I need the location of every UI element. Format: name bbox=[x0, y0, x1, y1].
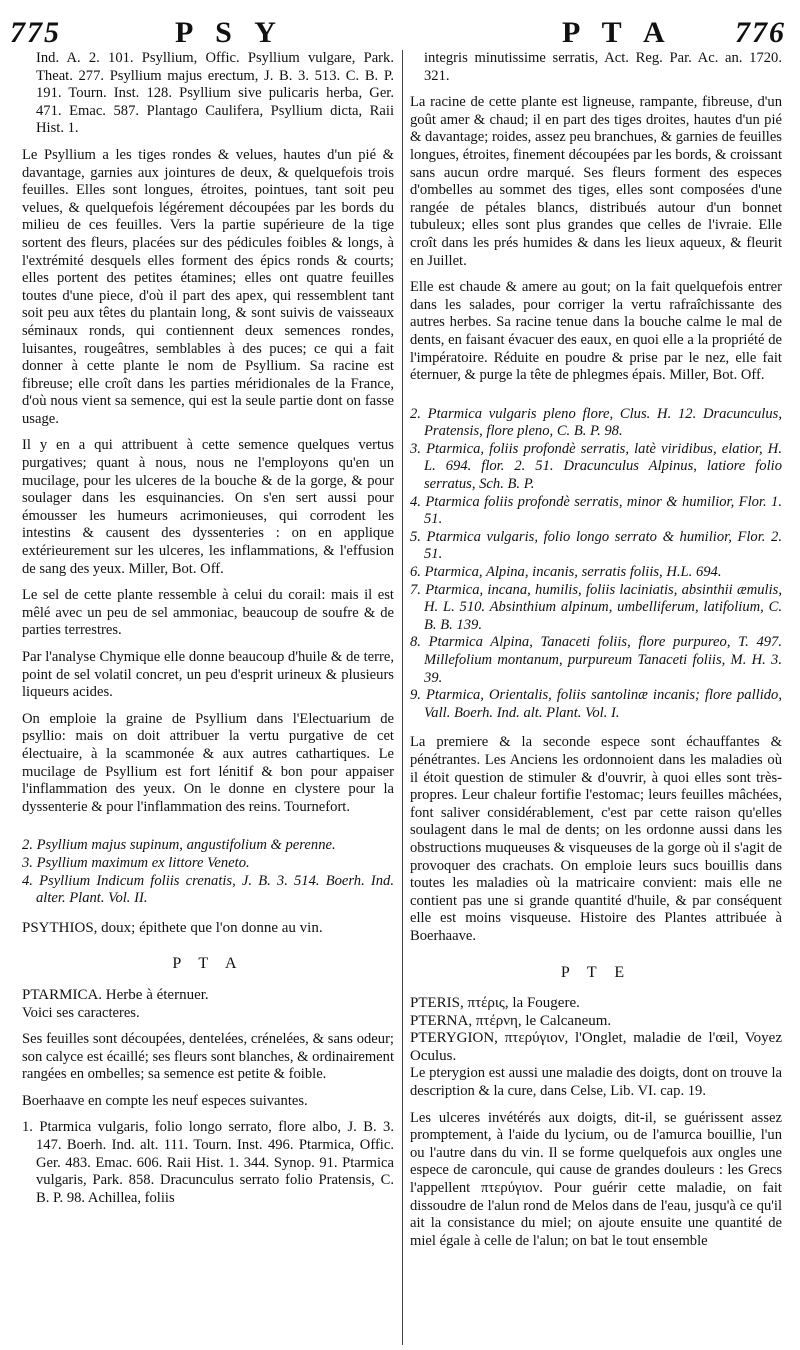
ptarmica-species-item: 8. Ptarmica Alpina, Tanaceti foliis, flore purpureo, T. 497. Millefolium montanum, purpureum Tanaceti foliis, M. H. 3. 39. bbox=[410, 634, 782, 686]
psyllium-species-item: 2. Psyllium majus supinum, angustifolium & perenne. bbox=[22, 837, 336, 854]
ptarmica-characters-intro: Voici ses caracteres. bbox=[22, 1004, 140, 1021]
psyllium-description: Le Psyllium a les tiges rondes & velues, hautes d'un pié & davantage, garnies aux jointures de deux, & quelquefois trois feuilles. Elles sont longues, étroites, pointues, tant soit peu velues, & quelquefois légérement découpées par les bords du milieu de ces feuilles. Vers la partie supérieure de la tige sortent des fleurs, placées sur des pédicules foibles & longs, à l'extrémité desquels elles forment des épics ronds & courts; elles portent des petites étamines; elles ont quatre feuilles toutes d'une piece, d'où il part des apex, qui ressemblent tant soit peu aux têtes du plantain long, & sont suivis de vaisseaux séminaux ronds, qui contiennent deux semences rondes, luisantes, rougeâtres, semblables à des puces; ce qui a fait donner à cette plante le nom de Psyllium. Sa racine est fibreuse; elle croît dans les parties méridionales de la France, d'où nous vient sa semence, qui est la seule partie dont on fasse usage. bbox=[22, 146, 394, 427]
psyllium-references: Ind. A. 2. 101. Psyllium, Offic. Psyllium vulgare, Park. Theat. 277. Psyllium majus erectum, J. B. 3. 513. C. B. P. 191. Tourn. Inst. 128. Psyllium sive pulicaris herba, Ger. 471. Emac. 587. Plantago Caulifera, Psyllium dicta, Raii Hist. 1. bbox=[36, 50, 394, 137]
ptarmica-species-intro: Boerhaave en compte les neuf especes suivantes. bbox=[22, 1092, 308, 1109]
ptarmica-species-item: 4. Ptarmica foliis profondè serratis, minor & humilior, Flor. 1. 51. bbox=[410, 493, 782, 528]
left-column bbox=[22, 50, 394, 1207]
psyllium-analysis: Par l'analyse Chymique elle donne beaucoup d'huile & de terre, point de sel volatil concret, un peu d'esprit urineux & plusieurs liqueurs acides. bbox=[22, 649, 394, 701]
ptarmica-properties: Elle est chaude & amere au gout; on la fait quelquefois entrer dans les salades, pour corriger la vertu rafraîchissante des autres herbes. Sa racine tenue dans la bouche calme le mal de dents, en faisant évacuer des eaux, en quoi elle a la propriété de l'impératoire. Réduite en poudre & prise par le nez, elle fait éternuer, & purge la tête de phlegmes épais. Miller, Bot. Off. bbox=[410, 279, 782, 384]
section-heading-pta: P T A bbox=[172, 955, 244, 973]
section-heading-pte: P T E bbox=[560, 963, 632, 981]
page-number-left: 775 bbox=[10, 16, 61, 49]
ptarmica-species-item: 6. Ptarmica, Alpina, incanis, serratis foliis, H.L. 694. bbox=[410, 564, 722, 581]
ptarmica-species-item: 5. Ptarmica vulgaris, folio longo serrato & humilior, Flor. 2. 51. bbox=[410, 528, 782, 563]
psyllium-species-item: 4. Psyllium Indicum foliis crenatis, J. B. 3. 514. Boerh. Ind. alter. Plant. Vol. II. bbox=[22, 872, 394, 907]
pterygion-ulcers: Les ulceres invétérés aux doigts, dit-il, se guérissent assez promptement, à l'aide du lycium, ou de l'amurca bouillie, l'un ou l'autre dans du vin. Il se forme quelquefois aux ongles une espece de caroncule, qui cause de grandes douleurs : les Grecs l'appellent πτερύγιον. Pour guérir cette maladie, on fait dissoudre de l'alun rond de Melos dans de l'eau, jusqu'à ce qu'il ait la consistance du miel; on ajoute ensuite une quantité de miel égale à celle de l'alun; on bat le tout ensemble bbox=[410, 1109, 782, 1249]
right-column bbox=[410, 50, 782, 1259]
pteris-entry: PTERIS, πτέρις, la Fougere. bbox=[410, 995, 580, 1012]
ptarmica-species-item: 7. Ptarmica, incana, humilis, foliis laciniatis, absinthii æmulis, H. L. 510. Absinthium alpinum, umbelliferum, latifolium, C. B. B. 139. bbox=[410, 581, 782, 633]
pterna-entry: PTERNA, πτέρνη, le Calcaneum. bbox=[410, 1012, 612, 1029]
ptarmica-root: La racine de cette plante est ligneuse, rampante, fibreuse, d'un goût amer & chaud; il en part des tiges droites, hautes d'un pié & davantage; roides, assez peu branchues, & garnies de feuilles longues, étroites, finement découpées par les bords, & croissant sans aucun ordre marqué. Ses fleurs forment des especes d'ombelles au sommet des tiges, elles sont composées d'une rangée de pétales blancs, distribués autour d'un bonnet tubuleux; elles sont plus grandes que celles de l'ivraie. Elle croît dans les prés humides & dans les lieux aqueux, & fleurit en Juillet. bbox=[410, 94, 782, 269]
psyllium-electuary: On emploie la graine de Psyllium dans l'Electuarium de psyllio: mais on doit attribuer la vertu purgative de cet électuaire, à la scammonée & aux autres cathartiques. Le mucilage de Psyllium est fort lénitif & bon pour appaiser l'inflammation des yeux. On le donne en clystere pour la dyssenterie & pour l'inflammation des reins. Tournefort. bbox=[22, 710, 394, 815]
ptarmica-species-item: 9. Ptarmica, Orientalis, foliis santolinæ incanis; flore pallido, Vall. Boerh. Ind. alt. Plant. Vol. I. bbox=[410, 687, 782, 721]
column-divider bbox=[402, 50, 403, 1345]
ptarmica-species-item: 1. Ptarmica vulgaris, folio longo serrato, flore albo, J. B. 3. 147. Boerh. Ind. alt. 111. Tourn. Inst. 496. Ptarmica, Offic. Ger. 483. Emac. 606. Raii Hist. 1. 344. Synop. 91. Ptarmica vulgaris, Park. 858. Dracunculus serrato folio Pratensis, C. B. P. 98. Achillea, foliis bbox=[22, 1119, 394, 1206]
psyllium-salt: Le sel de cette plante ressemble à celui du corail: mais il est mêlé avec un peu de sel ammoniac, beaucoup de soufre & de parties terrestres. bbox=[22, 587, 394, 639]
ptarmica-uses: La premiere & la seconde espece sont échauffantes & pénétrantes. Les Anciens les ordonnoient dans les maladies où il étoit question de stimuler & d'ouvrir, à quoi elles sont très-propres. Leur chaleur fortifie l'estomac; leurs feuilles mâchées, font saliver considérablement, c'est par cette raison qu'elles soulagent dans le mal de dents; on les ordonne aussi dans les obstructions muqueuses & visqueuses de la gorge où il s'agit de provoquer des crachats. On emploie leurs sucs bouillis dans toutes les maladies où la matricaire convient: mais elle ne contient pas une si grande quantité d'huile, & par conséquent elle est moins visqueuse. Histoire des Plantes attribuée à Boerhaave. bbox=[410, 734, 782, 944]
running-head-right: P T A bbox=[562, 16, 673, 49]
pterygion-entry: PTERYGION, πτερύγιον, l'Onglet, maladie de l'œil, Voyez Oculus. bbox=[410, 1030, 782, 1064]
ptarmica-species-item: 3. Ptarmica, foliis profondè serratis, latè viridibus, elatior, H. L. 694. flor. 2. 51. Dracunculus Alpinus, latiore folio serratus, Sch. B. P. bbox=[410, 440, 782, 493]
pterygion-fingers: Le pterygion est aussi une maladie des doigts, dont on trouve la description & la cure, dans Celse, Lib. VI. cap. 19. bbox=[410, 1065, 782, 1100]
psythios-entry: PSYTHIOS, doux; épithete que l'on donne au vin. bbox=[22, 919, 323, 936]
running-head-left: P S Y bbox=[175, 16, 284, 49]
ptarmica-species-item: 2. Ptarmica vulgaris pleno flore, Clus. H. 12. Dracunculus, Pratensis, flore pleno, C. B. P. 98. bbox=[410, 405, 782, 440]
ptarmica-leaves: Ses feuilles sont découpées, dentelées, crénelées, & sans odeur; son calyce est écaillé; ses fleurs sont blanches, & ordinairement rangées en ombelles; sa semence est petite & foible. bbox=[22, 1031, 395, 1083]
psyllium-virtues: Il y en a qui attribuent à cette semence quelques vertus purgatives; quant à nous, nous ne l'employons qu'en un mucilage, pour les ulceres de la bouche & de la gorge, & pour soulager dans les esquinancies. On s'en sert aussi pour émousser les humeurs acrimonieuses, qui corrodent les intestins & causent des dyssenteries : on en applique extérieurement sur les ulceres, les inflammations, & l'effusion de sang des yeux. Miller, Bot. Off. bbox=[22, 437, 394, 577]
page-number-right: 776 bbox=[735, 16, 786, 49]
ptarmica-heading: PTARMICA. Herbe à éternuer. bbox=[22, 986, 209, 1003]
ptarmica-continuation: integris minutissime serratis, Act. Reg. Par. Ac. an. 1720. 321. bbox=[424, 50, 782, 84]
psyllium-species-item: 3. Psyllium maximum ex littore Veneto. bbox=[22, 854, 250, 871]
